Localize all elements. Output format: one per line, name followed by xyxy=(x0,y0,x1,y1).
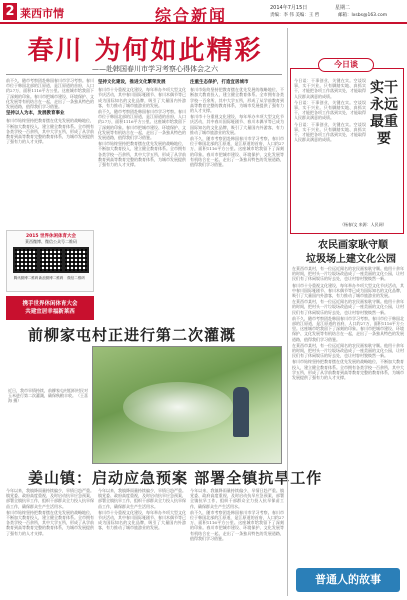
article-column xyxy=(6,488,94,596)
commentary-author: （杨春/文 来源：人民网） xyxy=(340,222,387,227)
article-subheading: 坚持文化建设，推进文化繁荣发展 xyxy=(98,80,166,85)
issue-date: 2014年7月15日 xyxy=(270,5,308,11)
article-paragraph: 春川市十分重视文化建设，每年举办多项大型文化节庆活动，其中春川国际哑剧节、春川木偶节等已成为国际知名的文化品牌，吸引了大量国内外游客，有力推动了城市旅游业的发展。 xyxy=(98,87,186,108)
farmer-figure xyxy=(233,387,249,437)
article-paragraph: 今日谈：干事创业，关键在实。空谈误事，实干兴业。只有脚踏实地、真抓实干，才能把各项工作落到实处，才能取得人民群众满意的成绩。 xyxy=(294,78,366,99)
rural-headline-2: 垃圾场上建文化公园 xyxy=(306,254,396,265)
section-title: 综合新闻 xyxy=(155,6,228,25)
irrigation-photo xyxy=(92,346,282,464)
main-headline: 春川 为何如此精彩 xyxy=(27,36,263,66)
article-paragraph: 在莱西市某村，有一位远近闻名的农民画家耿守顺。他用十余年的时间，把村头一片垃圾场改造成了一座美丽的文化公园，让村民们有了休闲娱乐的好去处，也让村容村貌焕然一新。 xyxy=(292,342,404,359)
qr-label: 新浪微博二维码 xyxy=(38,276,64,280)
editors-line: 责编：李 伟 美编：王 哲 xyxy=(270,13,320,18)
promo-line: 携手世界休闲体育大会 xyxy=(22,301,78,307)
article-paragraph: 春川市始终坚持把教育摆在优先发展的战略地位，不断加大教育投入，建立健全教育体系。全市拥有各类学校一百余所，其中大学五所，形成了从学前教育到高等教育完整的教育体系，为城市发展提供了强有力的人才支撑。 xyxy=(6,118,94,145)
article-paragraph: 今日谈：干事创业，关键在实。空谈误事，实干兴业。只有脚踏实地、真抓实干，才能把各项工作落到实处，才能取得人民群众满意的成绩。 xyxy=(294,121,366,143)
qr-panel-subtitle: 莱西微博、微信公众号二维码 xyxy=(25,239,77,244)
rural-headline: 农民画家耿守顺 xyxy=(318,240,388,251)
article-paragraph: 前不久，随市考察团赴韩国春川市学习考察。春川市位于韩国北部的江原道，是江原道的首府，人口约27万，面积1116平方公里。这座城市给我留下了深刻的印象。春川市把城市建设、环境保护、文化发展等有机结合在一起，走出了一条独具特色的发展道路，值得我们学习借鉴。 xyxy=(6,78,94,110)
article-column xyxy=(292,266,404,564)
qr-code-icon xyxy=(38,247,64,273)
article-column xyxy=(190,488,284,596)
article-paragraph: 春川市十分重视文化建设，每年举办多项大型文化节庆活动，其中春川国际哑剧节、春川木偶节等已成为国际知名的文化品牌，吸引了大量国内外游客，有力推动了城市旅游业的发展。 xyxy=(190,114,284,135)
photo-caption: 近日，我市旱情持续，前柳家屯村组织村民对玉米进行第二次灌溉，确保秋粮丰收。（王喜海 摄） xyxy=(8,388,88,404)
column-divider xyxy=(287,28,288,596)
promo-banner xyxy=(6,296,94,320)
article-paragraph: 在莱西市某村，有一位远近闻名的农民画家耿守顺。他用十余年的时间，把村头一片垃圾场改造成了一座美丽的文化公园，让村民们有了休闲娱乐的好去处，也让村容村貌焕然一新。 xyxy=(292,299,404,315)
promo-line: 共建宜居幸福新莱西 xyxy=(25,309,75,315)
issue-weekday: 星期二 xyxy=(335,5,351,11)
page-header xyxy=(0,0,407,24)
article-paragraph: 春川市始终坚持把教育摆在优先发展的战略地位，不断加大教育投入，建立健全教育体系。全市拥有各类学校一百余所，其中大学五所，形成了从学前教育到高等教育完整的教育体系，为城市发展提供了强有力的人才支撑。 xyxy=(292,359,404,381)
commentary-title: 实干永远最重要 xyxy=(370,80,398,147)
article-paragraph: 春川市始终坚持把教育摆在优先发展的战略地位，不断加大教育投入，建立健全教育体系。全市拥有各类学校一百余所，其中大学五所，形成了从学前教育到高等教育完整的教育体系，为城市发展提供了强有力的人才支撑。 xyxy=(98,141,186,168)
article-paragraph: 今年以来，我镇降雨量持续偏少，旱情日趋严重。镇党委、政府高度重视，及时启动抗旱应急预案，部署全镇抗旱工作，组织干部群众全力投入抗旱保苗工作，确保群众生产生活用水。 xyxy=(98,488,186,509)
photo-headline: 前柳家屯村正进行第二次灌溉 xyxy=(28,326,237,344)
commentary-tag: 今日谈 xyxy=(318,58,374,72)
article-column xyxy=(190,78,284,340)
article-paragraph: 今年以来，我镇降雨量持续偏少，旱情日趋严重。镇党委、政府高度重视，及时启动抗旱应急预案，部署全镇抗旱工作，组织干部群众全力投入抗旱保苗工作，确保群众生产生活用水。 xyxy=(6,488,94,509)
article-paragraph: 前不久，随市考察团赴韩国春川市学习考察。春川市位于韩国北部的江原道，是江原道的首府，人口约27万，面积1116平方公里。这座城市给我留下了深刻的印象。春川市把城市建设、环境保护、文化发展等有机结合在一起，走出了一条独具特色的发展道路，值得我们学习借鉴。 xyxy=(98,109,186,141)
article-paragraph: 今日谈：干事创业，关键在实。空谈误事，实干兴业。只有脚踏实地、真抓实干，才能把各项工作落到实处，才能取得人民群众满意的成绩。 xyxy=(294,99,366,121)
column-tag: 普通人的故事 xyxy=(296,568,400,592)
qr-panel-title: 2015 世界休闲体育大会 xyxy=(25,234,77,239)
article-paragraph: 在莱西市某村，有一位远近闻名的农民画家耿守顺。他用十余年的时间，把村头一片垃圾场改造成了一座美丽的文化公园，让村民们有了休闲娱乐的好去处，也让村容村貌焕然一新。 xyxy=(292,266,404,282)
article-paragraph: 今年以来，我镇降雨量持续偏少，旱情日趋严重。镇党委、政府高度重视，及时启动抗旱应急预案，部署全镇抗旱工作，组织干部群众全力投入抗旱保苗工作，确保群众生产生活用水。 xyxy=(190,488,284,509)
article-subheading: 坚持以人为本，发展教育事业 xyxy=(6,111,65,117)
drought-headline: 姜山镇：启动应急预案 部署全镇抗旱工作 xyxy=(28,469,323,487)
page-number: 2 xyxy=(3,3,17,20)
qr-code-icon xyxy=(63,247,89,273)
main-subheadline: ——赴韩国春川市学习考察心得体会之六 xyxy=(92,65,218,73)
article-column xyxy=(98,78,186,340)
article-paragraph: 春川市十分重视文化建设，每年举办多项大型文化节庆活动，其中春川国际哑剧节、春川木偶节等已成为国际知名的文化品牌，吸引了大量国内外游客，有力推动了城市旅游业的发展。 xyxy=(98,509,186,531)
article-paragraph: 春川市始终坚持把教育摆在优先发展的战略地位，不断加大教育投入，建立健全教育体系。全市拥有各类学校一百余所，其中大学五所，形成了从学前教育到高等教育完整的教育体系，为城市发展提供了强有力的人才支撑。 xyxy=(6,509,94,536)
qr-code-icon xyxy=(13,247,39,273)
commentary-text xyxy=(294,78,366,220)
divider xyxy=(6,74,282,75)
article-subheading: 注重生态保护，打造宜居城市 xyxy=(190,80,249,85)
article-paragraph: 前不久，随市考察团赴韩国春川市学习考察。春川市位于韩国北部的江原道，是江原道的首府，人口约27万，面积1116平方公里。这座城市给我留下了深刻的印象。春川市把城市建设、环境保护、文化发展等有机结合在一起，走出了一条独具特色的发展道路，值得我们学习借鉴。 xyxy=(190,509,284,541)
article-column xyxy=(98,488,186,596)
qr-label: 腾讯微博二维码 xyxy=(13,276,39,280)
article-paragraph: 春川市始终坚持把教育摆在优先发展的战略地位，不断加大教育投入，建立健全教育体系。全市拥有各类学校一百余所，其中大学五所，形成了从学前教育到高等教育完整的教育体系，为城市发展提供了强有力的人才支撑。 xyxy=(190,87,284,114)
article-paragraph: 春川市十分重视文化建设，每年举办多项大型文化节庆活动，其中春川国际哑剧节、春川木偶节等已成为国际知名的文化品牌，吸引了大量国内外游客，有力推动了城市旅游业的发展。 xyxy=(292,282,404,299)
article-paragraph: 前不久，随市考察团赴韩国春川市学习考察。春川市位于韩国北部的江原道，是江原道的首府，人口约27万，面积1116平方公里。这座城市给我留下了深刻的印象。春川市把城市建设、环境保护、文化发展等有机结合在一起，走出了一条独具特色的发展道路，值得我们学习借鉴。 xyxy=(190,136,284,168)
article-column xyxy=(6,78,94,226)
qr-label: 微信二维码 xyxy=(67,276,85,280)
qr-code-panel xyxy=(6,230,94,292)
contact-email: 邮箱：lxsbs@163.com xyxy=(338,13,388,18)
article-paragraph: 前不久，随市考察团赴韩国春川市学习考察。春川市位于韩国北部的江原道，是江原道的首府，人口约27万，面积1116平方公里。这座城市给我留下了深刻的印象。春川市把城市建设、环境保护、文化发展等有机结合在一起，走出了一条独具特色的发展道路，值得我们学习借鉴。 xyxy=(292,315,404,342)
water-spray xyxy=(123,382,233,432)
section-name: 莱西市情 xyxy=(20,7,64,20)
